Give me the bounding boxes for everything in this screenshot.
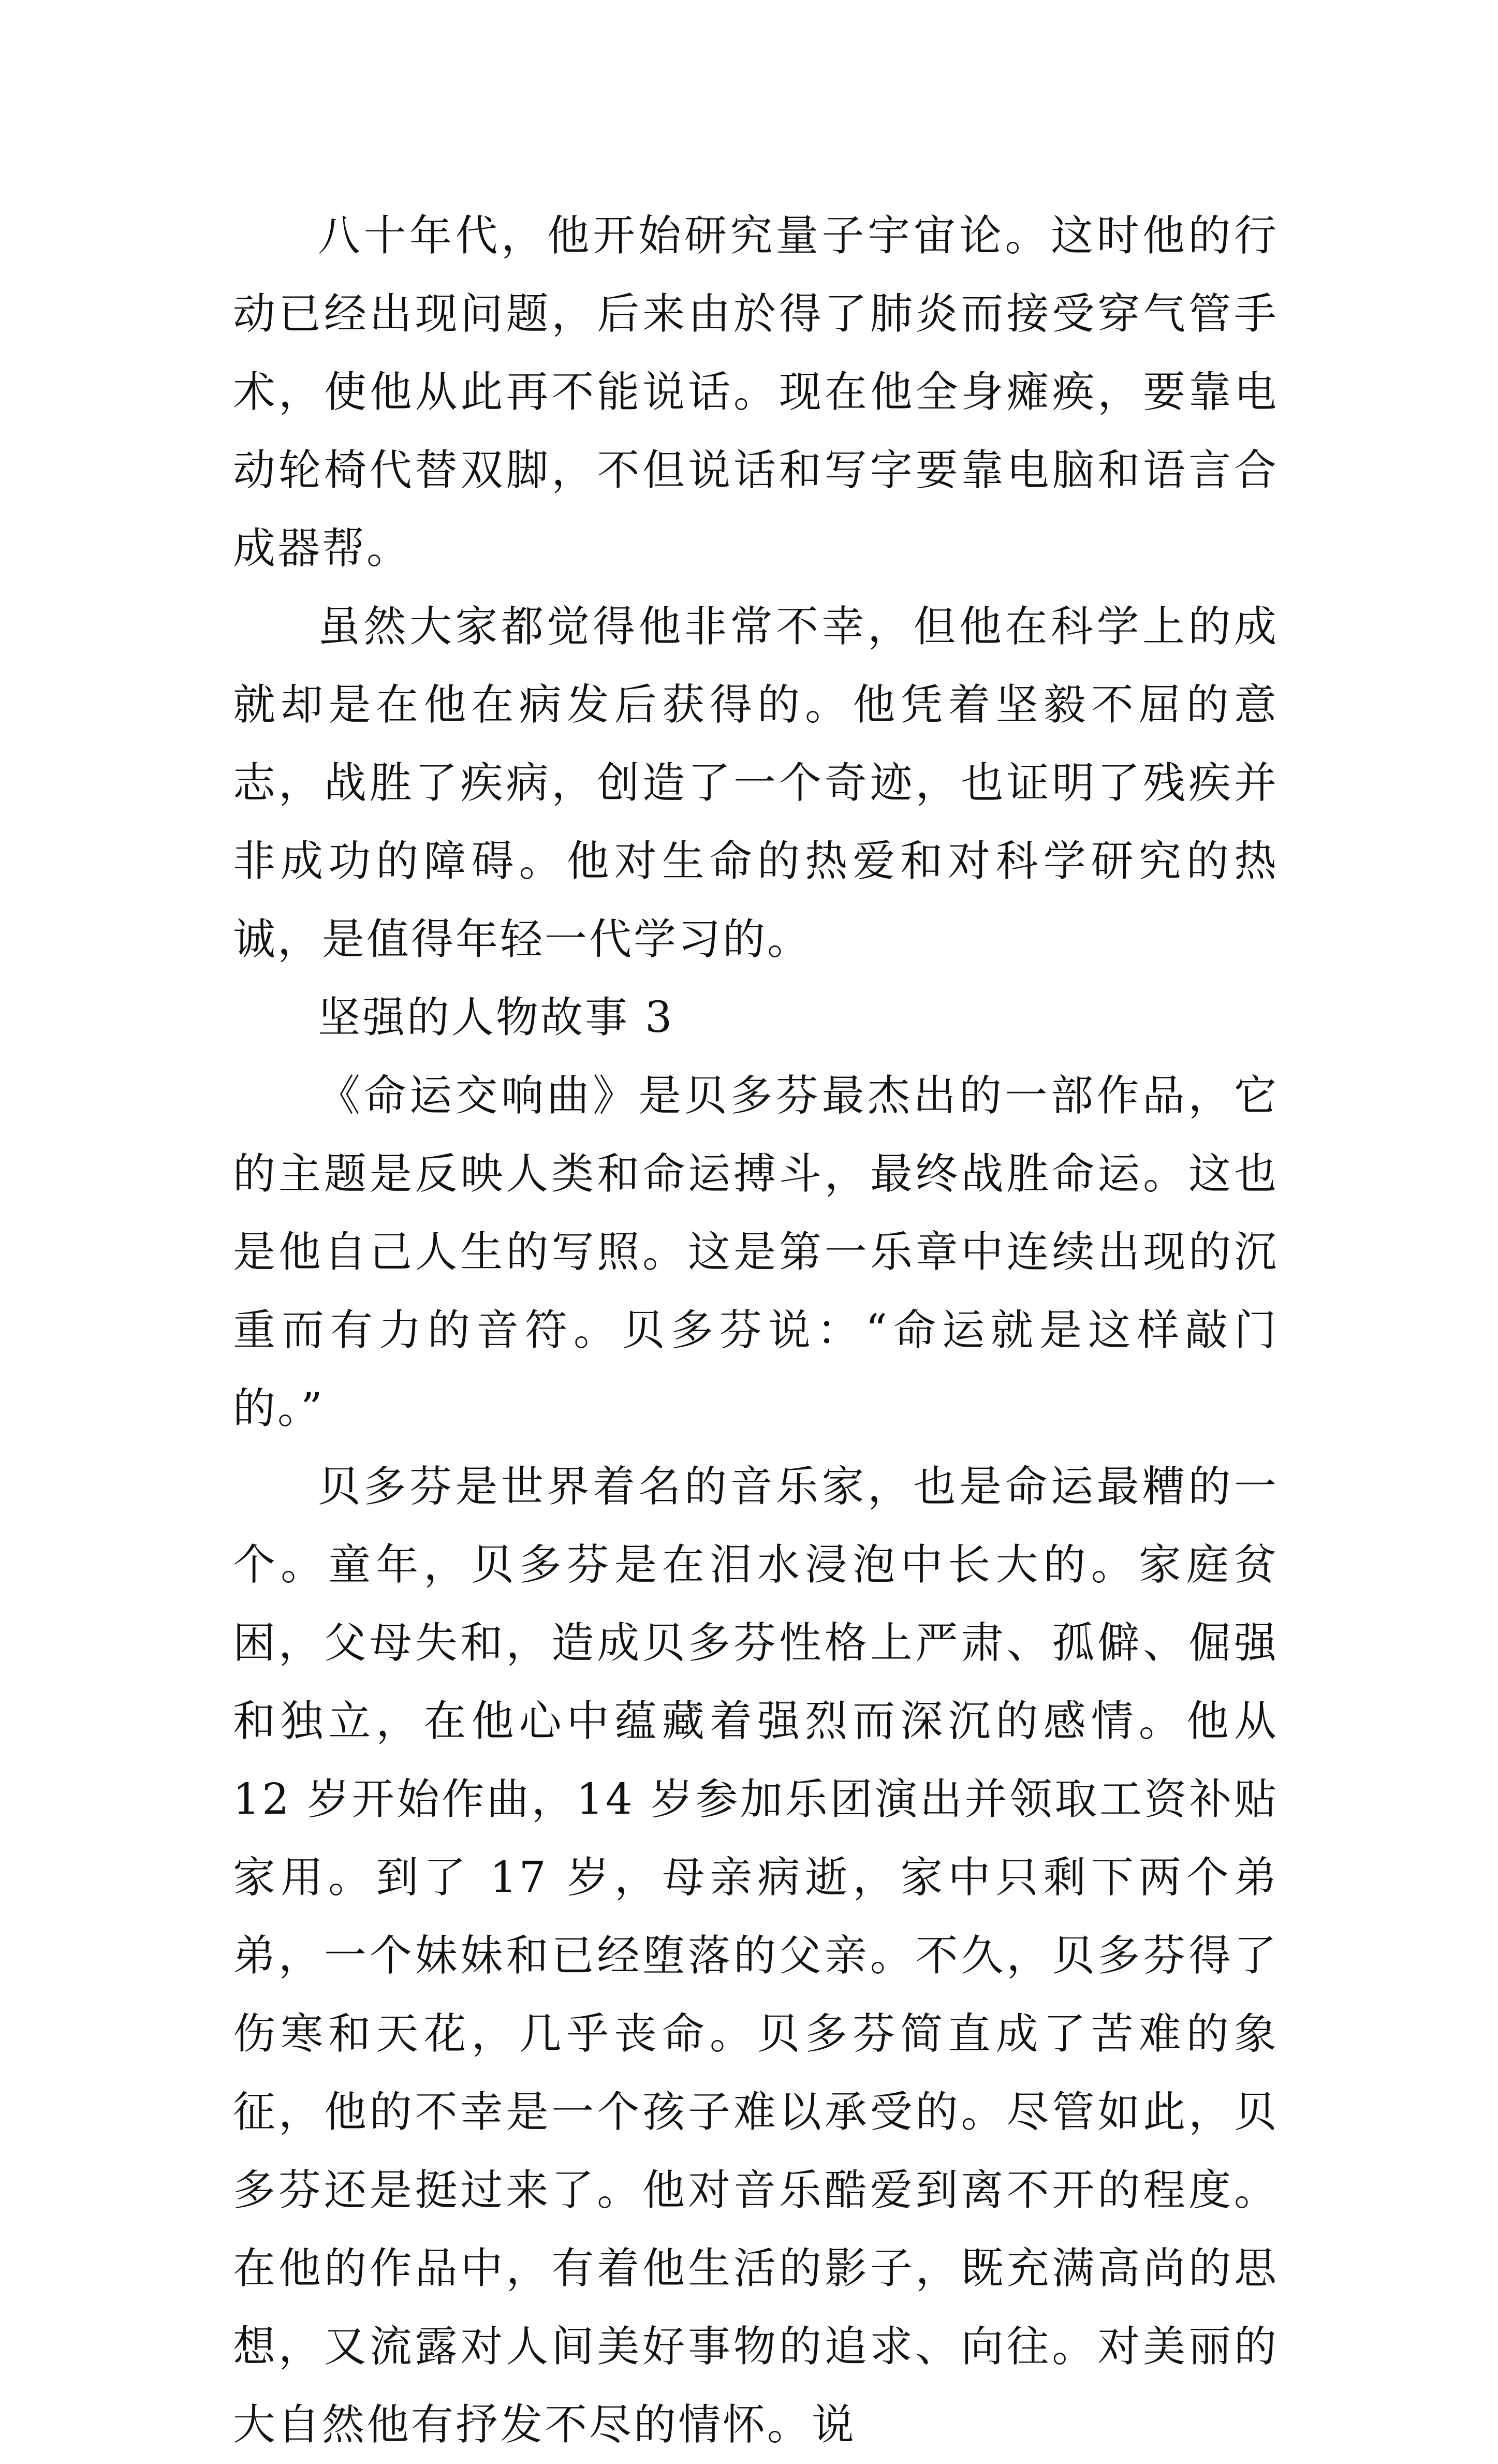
paragraph-beethoven-life: 贝多芬是世界着名的音乐家，也是命运最糟的一个。童年，贝多芬是在泪水浸泡中长大的。家庭贫困，父母失和，造成贝多芬性格上严肃、孤僻、倔强和独立，在他心中蕴藏着强烈而深沉的感情。他从 12 岁开始作曲，14 岁参加乐团演出并领取工资补贴家用。到了 17 岁，母亲病逝，家中只剩下两个弟弟，一个妹妹和已经堕落的父亲。不久，贝多芬得了伤寒和天花，几乎丧命。贝多芬简直成了苦难的象征，他的不幸是一个孩子难以承受的。尽管如此，贝多芬还是挺过来了。他对音乐酷爱到离不开的程度。在他的作品中，有着他生活的影子，既充满高尚的思想，又流露对人间美好事物的追求、向往。对美丽的大自然他有抒发不尽的情怀。说 (233, 1462, 1279, 2450)
paragraph-achievement: 虽然大家都觉得他非常不幸，但他在科学上的成就却是在他在病发后获得的。他凭着坚毅不屈的意志，战胜了疾病，创造了一个奇迹，也证明了残疾并非成功的障碍。他对生命的热爱和对科学研究的热诚，是值得年轻一代学习的。 (233, 602, 1279, 964)
section-heading-story-3: 坚强的人物故事 3 (318, 993, 674, 1042)
paragraph-fate-symphony: 《命运交响曲》是贝多芬最杰出的一部作品，它的主题是反映人类和命运搏斗，最终战胜命运。这也是他自己人生的写照。这是第一乐章中连续出现的沉重而有力的音符。贝多芬说：“命运就是这样敲门的。” (233, 1071, 1279, 1433)
body-text (233, 197, 1279, 2464)
paragraph-quantum-cosmology: 八十年代，他开始研究量子宇宙论。这时他的行动已经出现问题，后来由於得了肺炎而接受穿气管手术，使他从此再不能说话。现在他全身瘫痪，要靠电动轮椅代替双脚，不但说话和写字要靠电脑和语言合成器帮。 (233, 211, 1279, 573)
